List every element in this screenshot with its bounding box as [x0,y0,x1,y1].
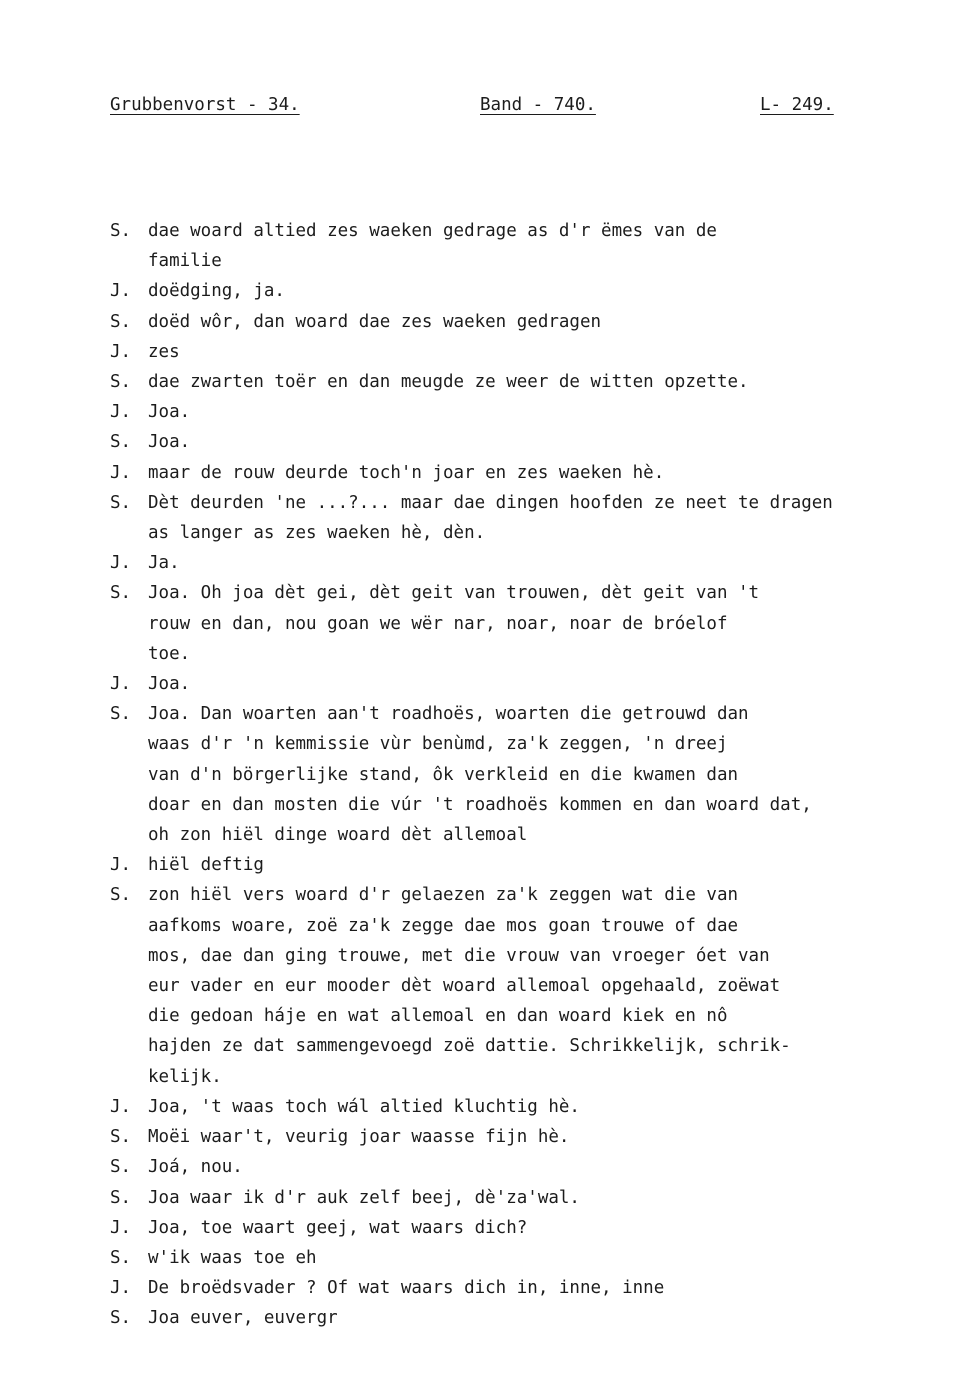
utterance [148,699,970,850]
speaker-label: J. [110,1217,132,1238]
speaker-label: J. [110,1278,132,1299]
utterance-line: mos, dae dan ging trouwe, met die vrouw van vroeger óet van [148,945,770,966]
utterance-line: van d'n börgerlijke stand, ôk verkleid en die kwamen dan [148,764,739,785]
transcript-turn [110,880,970,1091]
speaker-label: S. [110,1127,132,1148]
speaker-label: S. [110,1187,132,1208]
utterance-line: Joa waar ik d'r auk zelf beej, dè'za'wal. [148,1187,580,1208]
utterance-line: Joa. [148,402,191,423]
speaker-label: J. [110,281,132,302]
utterance-line: dae woard altied zes waeken gedrage as d'r ëmes van de [148,221,717,241]
utterance [148,880,970,1091]
page-header [0,95,979,123]
utterance-line: Joa. [148,674,191,695]
speaker-label: S. [110,221,132,241]
speaker-label: J. [110,553,132,574]
utterance-line: zon hiël vers woard d'r gelaezen za'k zeggen wat die van [148,885,739,906]
transcript-turn [110,1213,970,1243]
utterance [148,458,970,488]
transcript-turn [110,337,970,367]
utterance [148,1092,970,1122]
transcript-turn [110,307,970,337]
transcript-turn [110,276,970,306]
speaker-label: J. [110,1096,132,1117]
utterance [148,1122,970,1152]
utterance-line: dae zwarten toër en dan meugde ze weer de witten opzette. [148,372,749,393]
speaker-label: S. [110,432,132,453]
speaker-label: J. [110,341,132,362]
transcript [110,216,970,1334]
utterance [148,1243,970,1273]
utterance-line: rouw en dan, nou goan we wër nar, noar, noar de bróelof [148,613,728,634]
utterance [148,307,970,337]
transcript-turn [110,1303,970,1333]
utterance-line: Joá, nou. [148,1157,243,1178]
utterance [148,1183,970,1213]
speaker-label: S. [110,492,132,513]
transcript-turn [110,458,970,488]
speaker-label: S. [110,311,132,332]
utterance [148,367,970,397]
transcript-turn [110,669,970,699]
utterance [148,1303,970,1333]
transcript-turn [110,548,970,578]
utterance-line: Joa, 't waas toch wál altied kluchtig hè. [148,1096,580,1117]
utterance-line: hiël deftig [148,855,264,876]
transcript-turn [110,699,970,850]
utterance-line: doar en dan mosten die vúr 't roadhoës kommen en dan woard dat, [148,794,812,815]
transcript-turn [110,1092,970,1122]
utterance [148,548,970,578]
utterance [148,1213,970,1243]
utterance-line: zes [148,341,180,362]
utterance [148,578,970,669]
utterance-line: Moëi waar't, veurig joar waasse fijn hè. [148,1127,570,1148]
utterance-line: Joa euver, euvergr [148,1308,338,1329]
speaker-label: S. [110,1308,132,1329]
speaker-label: J. [110,402,132,423]
transcript-turn [110,216,970,276]
speaker-label: S. [110,704,132,725]
transcript-turn [110,850,970,880]
transcript-turn [110,397,970,427]
utterance-line: familie [148,251,222,272]
transcript-turn [110,1183,970,1213]
transcript-turn [110,1273,970,1303]
speaker-label: J. [110,674,132,695]
header-location: Grubbenvorst - 34. [110,95,300,115]
utterance-line: Joa. [148,432,191,453]
utterance [148,1273,970,1303]
utterance-line: w'ik waas toe eh [148,1247,317,1268]
transcript-turn [110,578,970,669]
utterance-line: Joa. Oh joa dèt gei, dèt geit van trouwen, dèt geit van 't [148,583,760,604]
utterance-line: waas d'r 'n kemmissie vùr benùmd, za'k zeggen, 'n dreej [148,734,728,755]
utterance [148,216,970,276]
utterance [148,397,970,427]
utterance-line: Joa. Dan woarten aan't roadhoës, woarten die getrouwd dan [148,704,749,725]
speaker-label: S. [110,583,132,604]
utterance [148,427,970,457]
header-tape: Band - 740. [480,95,596,115]
speaker-label: S. [110,1157,132,1178]
speaker-label: J. [110,462,132,483]
utterance-line: die gedoan háje en wat allemoal en dan woard kiek en nô [148,1006,728,1027]
utterance-line: doëdging, ja. [148,281,285,302]
utterance [148,1152,970,1182]
speaker-label: J. [110,855,132,876]
utterance-line: toe. [148,643,191,664]
utterance-line: De broëdsvader ? Of wat waars dich in, inne, inne [148,1278,665,1299]
transcript-turn [110,1243,970,1273]
utterance-line: aafkoms woare, zoë za'k zegge dae mos goan trouwe of dae [148,915,739,936]
transcript-turn [110,367,970,397]
utterance-line: maar de rouw deurde toch'n joar en zes waeken hè. [148,462,665,483]
utterance-line: oh zon hiël dinge woard dèt allemoal [148,825,528,846]
utterance [148,337,970,367]
speaker-label: S. [110,372,132,393]
utterance-line: doëd wôr, dan woard dae zes waeken gedragen [148,311,602,332]
transcript-turn [110,1152,970,1182]
utterance [148,669,970,699]
transcript-turn [110,488,970,548]
transcript-turn [110,1122,970,1152]
utterance-line: Ja. [148,553,180,574]
utterance-line: Dèt deurden 'ne ...?... maar dae dingen hoofden ze neet te dragen [148,492,833,513]
utterance-line: kelijk. [148,1066,222,1087]
utterance-line: eur vader en eur mooder dèt woard allemoal opgehaald, zoëwat [148,976,781,997]
transcript-turn [110,427,970,457]
speaker-label: S. [110,1247,132,1268]
utterance [148,276,970,306]
header-page-number: L- 249. [760,95,834,115]
utterance-line: Joa, toe waart geej, wat waars dich? [148,1217,528,1238]
utterance [148,488,970,548]
utterance-line: hajden ze dat sammengevoegd zoë dattie. Schrikkelijk, schrik- [148,1036,791,1057]
utterance [148,850,970,880]
speaker-label: S. [110,885,132,906]
utterance-line: as langer as zes waeken hè, dèn. [148,523,486,544]
